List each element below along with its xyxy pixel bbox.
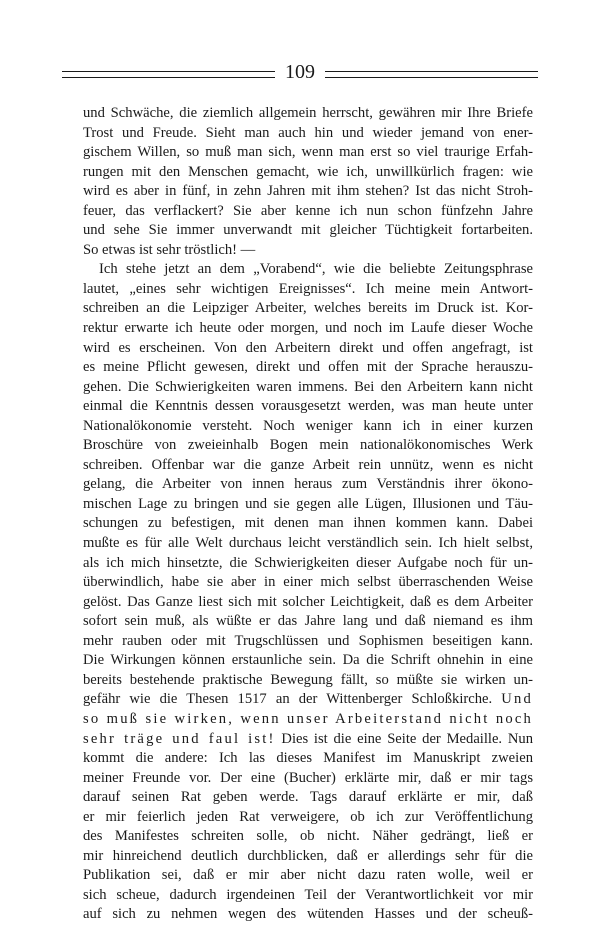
text-line [83,221,533,241]
line-text: mußte es für alle Welt durchaus leicht verständlich sein. Ich hielt selbst, [83,535,533,552]
line-text: einmal die Kenntnis dessen vorausgesetzt werden, was man heute unter [83,398,533,415]
line-text: Dies ist die eine Seite der Medaille. Nun [275,730,533,747]
line-text: mischen Lage zu bringen und sie gegen alle Lügen, Illusionen und Täu- [83,495,533,512]
text-line [83,299,533,319]
text-line [83,827,533,847]
line-text: Broschüre von zweieinhalb Bogen mein nationalökonomisches Werk [83,437,533,454]
text-line [83,632,533,652]
line-text: gelang, die Arbeiter von innen heraus zum Verständnis ihrer ökono- [83,476,533,493]
text-line [83,847,533,867]
text-line [83,280,533,300]
text-line [83,358,533,378]
text-line [83,124,533,144]
text-line [83,886,533,906]
text-line [83,378,533,398]
line-text: Nationalökonomie versteht. Noch weniger kann ich in einer kurzen [83,417,533,434]
line-text: auf sich zu nehmen wegen des wütenden Hasses und der scheuß- [83,906,533,923]
running-header [62,60,538,88]
text-line [83,143,533,163]
text-line [83,436,533,456]
line-text: sich scheue, dadurch irgendeinen Teil der Verantwortlichkeit vor mir [83,886,533,903]
line-text: und sehe Sie immer unverwandt mit gleicher Tüchtigkeit fortarbeiten. [83,222,533,239]
text-line [83,749,533,769]
line-text: Trost und Freude. Sieht man auch hin und wieder jemand von ener- [83,124,533,141]
text-line [83,710,533,730]
text-line [83,651,533,671]
spaced-emphasis: so muß sie wirken, wenn unser Arbeiterstand nicht noch [83,710,533,727]
text-line [83,554,533,574]
header-rule-right [325,71,538,78]
line-text: es meine Pflicht gewesen, direkt und offen mit der Sprache herauszu- [83,359,533,376]
text-line [83,514,533,534]
text-line [83,104,533,124]
line-text: feuer, das verflackert? Sie aber kenne ich nun schon fünfzehn Jahre [83,202,533,219]
text-line [83,769,533,789]
line-text: Die Wirkungen können erstaunliche sein. Da die Schrift ohnehin in eine [83,652,533,669]
line-text: mir hinreichend deutlich durchblicken, daß er allerdings sehr für die [83,847,533,864]
text-line [83,593,533,613]
spaced-emphasis: sehr träge und faul ist! [83,730,276,747]
text-line [83,319,533,339]
text-line [83,456,533,476]
line-text: gefähr wie die Thesen 1517 an der Wittenberger Schloßkirche. [83,691,502,708]
line-text: gehen. Die Schwierigkeiten waren immens. Bei den Arbeitern kann nicht [83,378,533,395]
line-text: bereits bestehende praktische Bewegung fällt, so müßte sie wirken un- [83,671,533,688]
line-text: überwindlich, habe sie aber in einer mich selbst überraschenden Weise [83,574,533,591]
text-line [83,182,533,202]
text-line [83,690,533,710]
body-text [83,104,533,925]
line-text: wird es aber in fünf, in zehn Jahren mit ihm stehen? Ist das nicht Stroh- [83,183,533,200]
page-number: 109 [285,61,315,83]
text-line [83,163,533,183]
line-text: meiner Freunde vor. Der eine (Bucher) erklärte mir, daß er mir tags [83,769,533,786]
spaced-emphasis: Und [501,691,533,708]
text-line [83,260,533,280]
line-text: schreiben. Offenbar war die ganze Arbeit rein unnütz, wenn es nicht [83,456,533,473]
text-line [83,417,533,437]
text-line [83,808,533,828]
line-text: kommt die andere: Ich las dieses Manifest im Manuskript zweien [83,750,533,767]
line-text: lautet, „eines sehr wichtigen Ereignisses“. Ich meine mein Antwort- [83,280,533,297]
text-line [83,612,533,632]
line-text: schungen zu befestigen, mit denen man ihnen kommen kann. Dabei [83,515,533,532]
line-text: als ich mich hinsetzte, die Schwierigkeiten dieser Aufgabe noch für un- [83,554,533,571]
text-line [83,671,533,691]
text-line [83,730,533,750]
line-text: mehr rauben oder mit Trugschlüssen und Sophismen beseitigen kann. [83,632,533,649]
text-line [83,788,533,808]
line-text: des Manifestes schreiten solle, ob nicht. Näher gedrängt, ließ er [83,828,533,845]
header-rule-left [62,71,275,78]
line-text: gelöst. Das Ganze liest sich mit solcher Leichtigkeit, daß es dem Arbeiter [83,593,533,610]
line-text: Ich stehe jetzt an dem „Vorabend“, wie die beliebte Zeitungsphrase [99,261,533,278]
text-line [83,534,533,554]
line-text: sofort sein muß, als wüßte er das Jahre lang und daß niemand es ihm [83,613,533,630]
text-line [83,339,533,359]
text-line [83,495,533,515]
text-line [83,866,533,886]
text-line [83,241,533,261]
line-text: So etwas ist sehr tröstlich! — [83,241,256,258]
text-line [83,905,533,925]
text-line [83,202,533,222]
line-text: wird es erscheinen. Von den Arbeitern direkt und offen angefragt, ist [83,339,533,356]
line-text: er mir feierlich jeden Rat verweigere, ob ich zur Veröffentlichung [83,808,533,825]
line-text: gischem Willen, so muß man sich, wenn man erst so viel traurige Erfah- [83,144,533,161]
text-line [83,475,533,495]
text-line [83,397,533,417]
line-text: Publikation sei, daß er mir aber nicht dazu raten wolle, weil er [83,867,533,884]
line-text: darauf seinen Rat geben werde. Tags darauf erklärte er mir, daß [83,789,533,806]
line-text: rektur erwarte ich heute oder morgen, und noch im Laufe dieser Woche [83,320,533,337]
line-text: schreiben an die Leipziger Arbeiter, welches bereits im Druck ist. Kor- [83,300,533,317]
text-line [83,573,533,593]
line-text: und Schwäche, die ziemlich allgemein herrscht, gewähren mir Ihre Briefe [83,105,533,121]
line-text: rungen mit den Menschen gemacht, wie ich, unwillkürlich fragen: wie [83,163,533,180]
